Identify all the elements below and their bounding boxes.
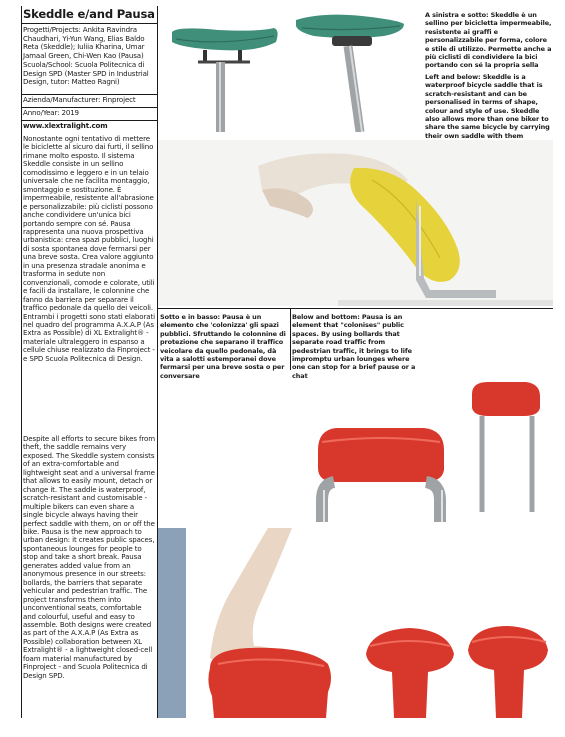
caption-top-english: Left and below: Skeddle is a waterproof bicycle saddle that is scratch-resistant and can be personalised in terms of shape, colour and style of use. Skeddle also allows more than one biker to share the same bicycle by carrying their own saddle with them <box>425 73 550 140</box>
green-saddle-photo-left <box>158 6 288 132</box>
caption-middle-italian: Sotto e in basso: Pausa è un elemento che 'colonizza' gli spazi pubblici. Sfruttando le colonnine di protezione che separano il traffico veicolare da quello pedonale, dà vita a salotti estemporanei dove fermarsi per una breve sosta o per conversare <box>160 313 286 380</box>
green-saddle-photo-right <box>292 6 422 132</box>
page-title: Skeddle e/and Pausa <box>23 7 155 21</box>
year-line: Anno/Year: 2019 <box>23 108 79 117</box>
caption-column-rule <box>290 308 291 370</box>
photo-caption-divider <box>157 308 553 309</box>
manufacturer-line: Azienda/Manufacturer: Finproject <box>23 95 136 104</box>
yellow-saddle-photo <box>158 140 553 306</box>
pausa-bollard-photo <box>292 372 553 522</box>
title-underline <box>21 23 157 24</box>
pausa-stools-photo <box>158 528 553 718</box>
caption-middle-english: Below and bottom: Pausa is an element that "colonises" public spaces. By using bollards that separate road traffic from pedestrian traffic, it brings to life impromptu urban lounges where one can stop for a brief pause or a chat <box>292 313 416 380</box>
body-text-italian: Nonostante ogni tentativo di mettere le biciclette al sicuro dai furti, il sellino rimane molto esposto. Il sistema Skeddle consiste in un sellino comodissimo e leggero e in un telaio universale che ne facilita montaggio, smontaggio e sostituzione. È impermeabile, resistente all'abrasione e personalizzabile: più ciclisti possono anche condividere un'unica bici portando sempre con sé. Pausa rappresenta una nuova prospettiva urbanistica: crea spazi pubblici, luoghi di sosta spontanea dove fermarsi per una breve sosta. Crea valore aggiunto in una presenza stradale anonima e trasforma in sedute non convenzionali, comode e colorate, utili e facili da installare, le colonnine che fanno da barriera per separare il traffico pedonale da quello dei veicoli. Entrambi i progetti sono stati elaborati nel quadro del programma A.X.A.P (As Extra as Possible) di XL Extralight® - materiale ultraleggero in espanso a cellule chiuse realizzato da Finproject - e SPD Scuola Politecnica di Design. <box>23 134 155 363</box>
body-text-english: Despite all efforts to secure bikes from theft, the saddle remains very exposed. The Skeddle system consists of an extra-comfortable and lightweight seat and a universal frame that allows to easily mount, detach or change it. The saddle is waterproof, scratch-resistant and customisable - multiple bikers can even share a single bicycle always having their perfect saddle with them, on or off the bike. Pausa is the new approach to urban design: it creates public spaces, spontaneous lounges for people to stop and take a short break. Pausa generates added value from an anonymous presence in our streets: bollards, the barriers that separate vehicular and pedestrian traffic. The project transforms them into unconventional seats, comfortable and colourful, useful and easy to assemble. Both designs were created as part of the A.X.A.P (As Extra as Possible) collaboration between XL Extralight® - a lightweight closed-cell foam material manufactured by Finproject - and Scuola Politecnica di Design SPD. <box>23 434 155 680</box>
website-link[interactable]: www.xlextralight.com <box>23 121 108 130</box>
project-credits: Progetti/Projects: Ankita Ravindra Chaudhari, Yi-Yun Wang, Elias Baldo Reta (Skeddle); Iuliia Kharina, Umar Jamaal Green, Chi-Wen Kao (Pausa) Scuola/School: Scuola Politecnica di Design SPD (Master SPD in Industrial Design, tutor: Matteo Ragni) <box>23 25 149 87</box>
caption-top-italian: A sinistra e sotto: Skeddle è un sellino per bicicletta impermeabile, resistente ai graffi e personalizzabile per forma, colore e stile di utilizzo. Permette anche a più ciclisti di condividere la bici portando con sé la propria sella <box>425 11 552 70</box>
left-margin-rule <box>21 6 22 718</box>
